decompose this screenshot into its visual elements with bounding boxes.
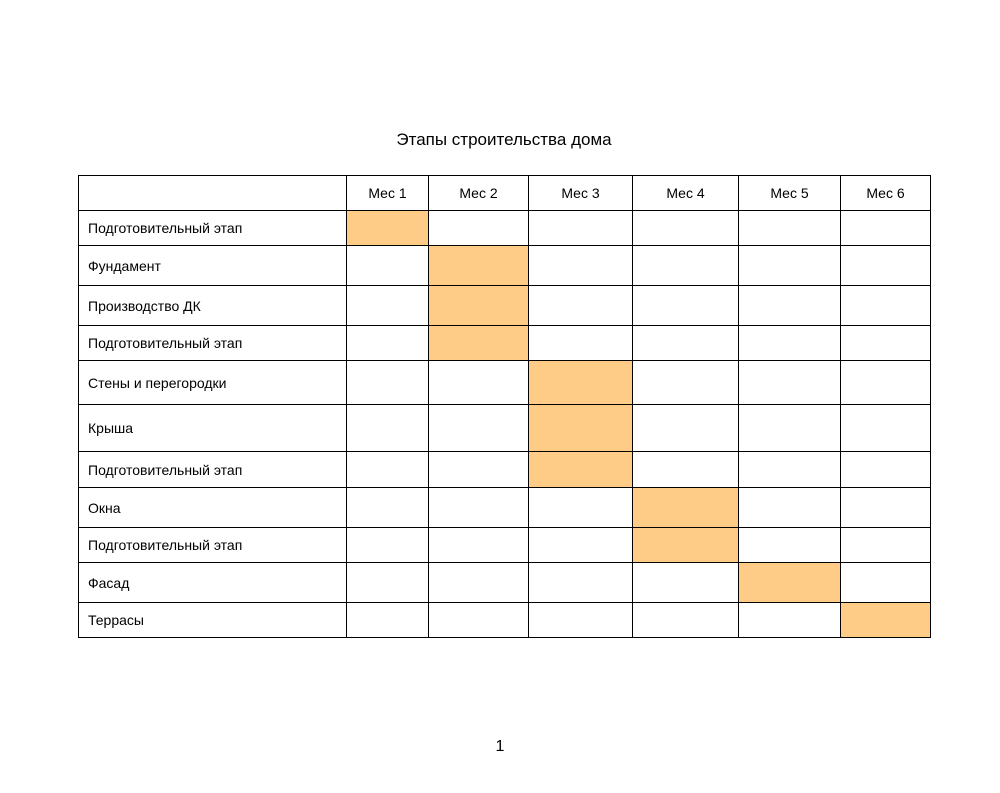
- task-name: Подготовительный этап: [79, 452, 347, 488]
- month-header: Мес 3: [529, 176, 633, 211]
- month-cell: [429, 405, 529, 452]
- active-month-cell: [529, 452, 633, 488]
- month-cell: [347, 286, 429, 326]
- task-name: Подготовительный этап: [79, 326, 347, 361]
- month-cell: [739, 528, 841, 563]
- month-cell: [633, 361, 739, 405]
- task-name: Фасад: [79, 563, 347, 603]
- month-cell: [739, 326, 841, 361]
- active-month-cell: [429, 326, 529, 361]
- task-row: [79, 246, 931, 286]
- month-cell: [529, 286, 633, 326]
- month-header: Мес 6: [841, 176, 931, 211]
- month-cell: [347, 563, 429, 603]
- task-row: [79, 211, 931, 246]
- month-cell: [429, 488, 529, 528]
- task-row: [79, 452, 931, 488]
- header-corner: [79, 176, 347, 211]
- active-month-cell: [739, 563, 841, 603]
- month-cell: [429, 452, 529, 488]
- task-name: Фундамент: [79, 246, 347, 286]
- task-row: [79, 326, 931, 361]
- task-name: Производство ДК: [79, 286, 347, 326]
- task-row: [79, 286, 931, 326]
- active-month-cell: [633, 528, 739, 563]
- month-cell: [429, 211, 529, 246]
- month-cell: [633, 563, 739, 603]
- month-header: Мес 1: [347, 176, 429, 211]
- month-cell: [739, 211, 841, 246]
- month-cell: [429, 528, 529, 563]
- task-row: [79, 563, 931, 603]
- month-cell: [529, 246, 633, 286]
- task-row: [79, 405, 931, 452]
- month-cell: [633, 246, 739, 286]
- page-number: 1: [495, 738, 505, 755]
- task-name: Окна: [79, 488, 347, 528]
- month-cell: [841, 405, 931, 452]
- task-name: Крыша: [79, 405, 347, 452]
- month-cell: [633, 405, 739, 452]
- month-cell: [841, 563, 931, 603]
- task-name: Подготовительный этап: [79, 528, 347, 563]
- month-cell: [739, 452, 841, 488]
- month-cell: [347, 405, 429, 452]
- month-cell: [633, 603, 739, 638]
- active-month-cell: [633, 488, 739, 528]
- task-row: [79, 528, 931, 563]
- header-row: [79, 176, 931, 211]
- month-cell: [529, 488, 633, 528]
- month-cell: [347, 361, 429, 405]
- task-name: Подготовительный этап: [79, 211, 347, 246]
- month-cell: [347, 528, 429, 563]
- page-title: Этапы строительства дома: [396, 130, 612, 149]
- month-cell: [347, 488, 429, 528]
- gantt-table: [78, 175, 931, 638]
- task-name: Террасы: [79, 603, 347, 638]
- month-cell: [739, 405, 841, 452]
- month-cell: [841, 528, 931, 563]
- active-month-cell: [529, 405, 633, 452]
- month-cell: [529, 563, 633, 603]
- month-cell: [347, 603, 429, 638]
- month-cell: [739, 603, 841, 638]
- month-cell: [529, 211, 633, 246]
- month-header: Мес 5: [739, 176, 841, 211]
- month-cell: [347, 452, 429, 488]
- month-cell: [529, 528, 633, 563]
- month-cell: [739, 246, 841, 286]
- month-cell: [633, 452, 739, 488]
- task-row: [79, 488, 931, 528]
- month-cell: [429, 563, 529, 603]
- month-cell: [633, 211, 739, 246]
- month-cell: [347, 246, 429, 286]
- month-cell: [347, 326, 429, 361]
- month-cell: [841, 326, 931, 361]
- active-month-cell: [529, 361, 633, 405]
- month-cell: [633, 286, 739, 326]
- month-cell: [739, 286, 841, 326]
- month-cell: [739, 361, 841, 405]
- month-cell: [841, 452, 931, 488]
- month-cell: [529, 603, 633, 638]
- month-cell: [429, 361, 529, 405]
- month-cell: [841, 286, 931, 326]
- active-month-cell: [841, 603, 931, 638]
- month-cell: [841, 246, 931, 286]
- active-month-cell: [347, 211, 429, 246]
- month-cell: [739, 488, 841, 528]
- month-header: Мес 4: [633, 176, 739, 211]
- month-cell: [529, 326, 633, 361]
- active-month-cell: [429, 286, 529, 326]
- month-cell: [633, 326, 739, 361]
- month-cell: [841, 488, 931, 528]
- active-month-cell: [429, 246, 529, 286]
- month-cell: [841, 211, 931, 246]
- month-cell: [429, 603, 529, 638]
- month-header: Мес 2: [429, 176, 529, 211]
- task-row: [79, 361, 931, 405]
- task-rows: [79, 211, 931, 638]
- task-row: [79, 603, 931, 638]
- month-cell: [841, 361, 931, 405]
- task-name: Стены и перегородки: [79, 361, 347, 405]
